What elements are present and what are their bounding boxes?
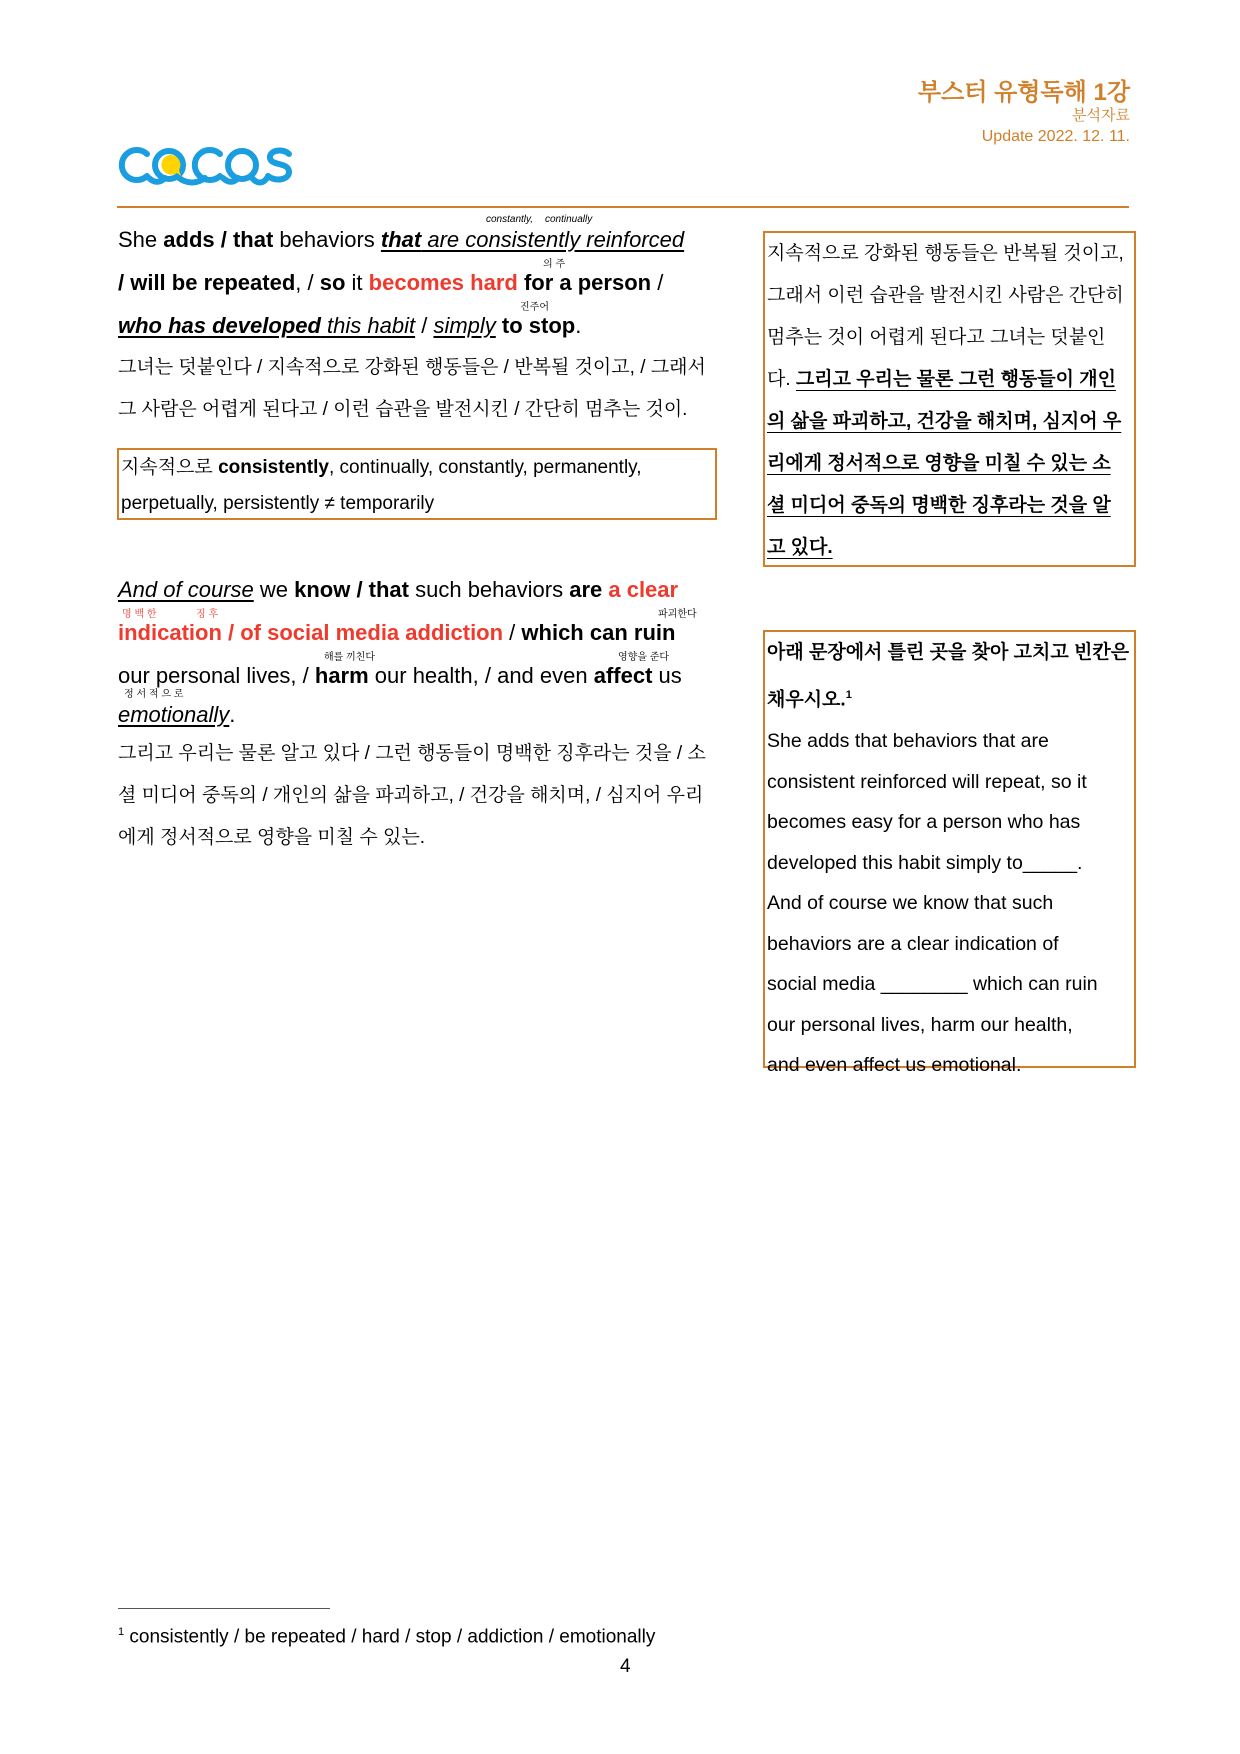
text-bold: are bbox=[569, 577, 603, 602]
passage-1-translation-line-2: 그 사람은 어렵게 된다고 / 이런 습관을 발전시킨 / 간단히 멈추는 것이. bbox=[118, 399, 688, 420]
cocos-logo-icon bbox=[117, 142, 297, 188]
translation-line-8 bbox=[767, 527, 1132, 569]
quiz-line: and even affect us emotional. bbox=[767, 1054, 1022, 1077]
text: , / bbox=[295, 270, 320, 295]
text-bold-underlined: 셜 미디어 중독의 명백한 징후라는 것을 알 bbox=[767, 495, 1111, 516]
page-number: 4 bbox=[620, 1656, 631, 1677]
text: we bbox=[253, 577, 295, 602]
text-relative-clause: this habit bbox=[320, 313, 416, 338]
header-divider bbox=[117, 206, 1129, 208]
text: 지속적으로 bbox=[121, 457, 219, 478]
quiz-line: And of course we know that such bbox=[767, 892, 1054, 915]
passage-1-line-1 bbox=[118, 214, 718, 261]
passage-1-translation-line-1: 그녀는 덧붙인다 / 지속적으로 강화된 행동들은 / 반복될 것이고, / 그래서 bbox=[118, 357, 706, 378]
text-highlight: indication / of social media addiction bbox=[118, 620, 504, 645]
passage-2-line-3 bbox=[118, 654, 718, 697]
translation-line-7 bbox=[767, 485, 1132, 527]
text-bold-underlined: 의 삶을 파괴하고, 건강을 해치며, 심지어 우 bbox=[767, 411, 1122, 432]
text-bold: harm bbox=[314, 663, 369, 688]
text-bold: stop bbox=[528, 313, 576, 338]
text: , continually, constantly, permanently, bbox=[328, 457, 642, 478]
footnote-marker: 1 bbox=[118, 1626, 125, 1638]
text-bold: know / that bbox=[294, 577, 409, 602]
annotation-for: 의 주 bbox=[543, 259, 566, 270]
text-bold-underlined: 고 있다. bbox=[767, 537, 833, 558]
passage-2-line-2 bbox=[118, 611, 718, 654]
quiz-line: She adds that behaviors that are bbox=[767, 730, 1049, 753]
annotation-constantly: constantly, bbox=[486, 214, 534, 225]
text-bold-underlined: 리에게 정서적으로 영향을 미칠 수 있는 소 bbox=[767, 453, 1111, 474]
passage-1-line-2 bbox=[118, 261, 718, 304]
passage-2-translation-line-1: 그리고 우리는 물론 알고 있다 / 그런 행동들이 명백한 징후라는 것을 / 소 bbox=[118, 743, 706, 764]
text: She bbox=[118, 227, 164, 252]
passage-2-line-1 bbox=[118, 568, 718, 611]
text: such behaviors bbox=[409, 577, 570, 602]
cocos-logo bbox=[117, 142, 297, 188]
text: 채우시오. bbox=[767, 689, 846, 711]
text-adverb: simply bbox=[433, 313, 496, 338]
quiz-line: our personal lives, harm our health, bbox=[767, 1013, 1073, 1036]
annotation-indication: 징 후 bbox=[196, 609, 219, 620]
synonym-line-2: perpetually, persistently ≠ temporarily bbox=[121, 493, 435, 514]
text-bold: / will be repeated bbox=[118, 270, 296, 295]
translation-line-3: 멈추는 것이 어렵게 된다고 그녀는 덧붙인 bbox=[767, 327, 1106, 348]
quiz-line: consistent reinforced will repeat, so it bbox=[767, 770, 1087, 793]
text-relative-clause: are consistently reinforced bbox=[421, 227, 685, 252]
translation-line-5 bbox=[767, 401, 1132, 443]
annotation-emotionally: 정 서 적 으 로 bbox=[124, 689, 184, 700]
text-bold-underlined: 그리고 우리는 물론 그런 행동들이 개인 bbox=[795, 369, 1116, 390]
synonym-line-1 bbox=[121, 450, 713, 486]
text-bold: so bbox=[319, 270, 346, 295]
text: us bbox=[652, 663, 682, 688]
text: it bbox=[345, 270, 369, 295]
passage-1 bbox=[118, 214, 718, 431]
quiz-line: developed this habit simply to_____. bbox=[767, 851, 1083, 874]
text-bold: affect bbox=[593, 663, 653, 688]
text-phrase: And of course bbox=[118, 577, 254, 602]
text-bold: to bbox=[495, 313, 529, 338]
translation-line-1: 지속적으로 강화된 행동들은 반복될 것이고, bbox=[767, 243, 1124, 264]
document-title: 부스터 유형독해 1강 bbox=[917, 79, 1130, 106]
annotation-ruin: 파괴한다 bbox=[658, 609, 697, 620]
text-relative-clause: who has developed bbox=[118, 313, 321, 338]
quiz-box bbox=[763, 630, 1136, 1077]
text: our personal lives, / bbox=[118, 663, 315, 688]
translation-line-2: 그래서 이런 습관을 발전시킨 사람은 간단히 bbox=[767, 285, 1124, 306]
annotation-to: 진주어 bbox=[520, 302, 549, 313]
quiz-line: becomes easy for a person who has bbox=[767, 811, 1081, 834]
text: our health, / and even bbox=[368, 663, 594, 688]
text: . bbox=[575, 313, 582, 338]
update-date: Update 2022. 12. 11. bbox=[981, 128, 1130, 145]
translation-box bbox=[763, 231, 1136, 567]
text: 다. bbox=[767, 369, 796, 390]
text-adverb: emotionally bbox=[118, 702, 230, 727]
annotation-continually: continually bbox=[545, 214, 593, 225]
synonym-box bbox=[117, 448, 717, 520]
passage-1-line-3 bbox=[118, 304, 718, 347]
passage-2-translation-line-3: 에게 정서적으로 영향을 미칠 수 있는. bbox=[118, 827, 425, 848]
text-highlight: becomes hard bbox=[368, 270, 518, 295]
quiz-instruction-line-1: 아래 문장에서 틀린 곳을 찾아 고치고 빈칸은 bbox=[767, 642, 1130, 663]
footnote-text: consistently / be repeated / hard / stop / addiction / emotionally bbox=[124, 1626, 656, 1648]
text-highlight: a clear bbox=[602, 577, 679, 602]
footnote-reference[interactable]: 1 bbox=[845, 689, 852, 701]
text-bold: which can ruin bbox=[521, 620, 676, 645]
translation-line-6 bbox=[767, 443, 1132, 485]
text: behaviors bbox=[273, 227, 381, 252]
text-bold: adds / that bbox=[163, 227, 274, 252]
annotation-harm: 해를 끼친다 bbox=[324, 652, 376, 663]
annotation-clear: 명 백 한 bbox=[122, 609, 157, 620]
passage-2 bbox=[118, 568, 718, 859]
annotation-affect: 영향을 준다 bbox=[618, 652, 670, 663]
passage-2-translation-line-2: 셜 미디어 중독의 / 개인의 삶을 파괴하고, / 건강을 해치며, / 심지어 우리 bbox=[118, 785, 704, 806]
footnote bbox=[118, 1626, 655, 1648]
document-subtitle: 분석자료 bbox=[1072, 107, 1130, 124]
passage-2-line-4 bbox=[118, 689, 718, 733]
translation-line-4 bbox=[767, 359, 1132, 401]
text: / bbox=[503, 620, 522, 645]
text-relative-pronoun: that bbox=[380, 227, 422, 252]
text: . bbox=[229, 702, 236, 727]
quiz-instruction-line-2 bbox=[767, 674, 1132, 721]
text: / bbox=[651, 270, 664, 295]
text-bold: for a person bbox=[517, 270, 652, 295]
footnote-divider bbox=[118, 1608, 330, 1609]
quiz-line: social media ________ which can ruin bbox=[767, 973, 1098, 996]
quiz-line: behaviors are a clear indication of bbox=[767, 932, 1059, 955]
text-bold: consistently bbox=[218, 457, 329, 478]
text: / bbox=[415, 313, 434, 338]
